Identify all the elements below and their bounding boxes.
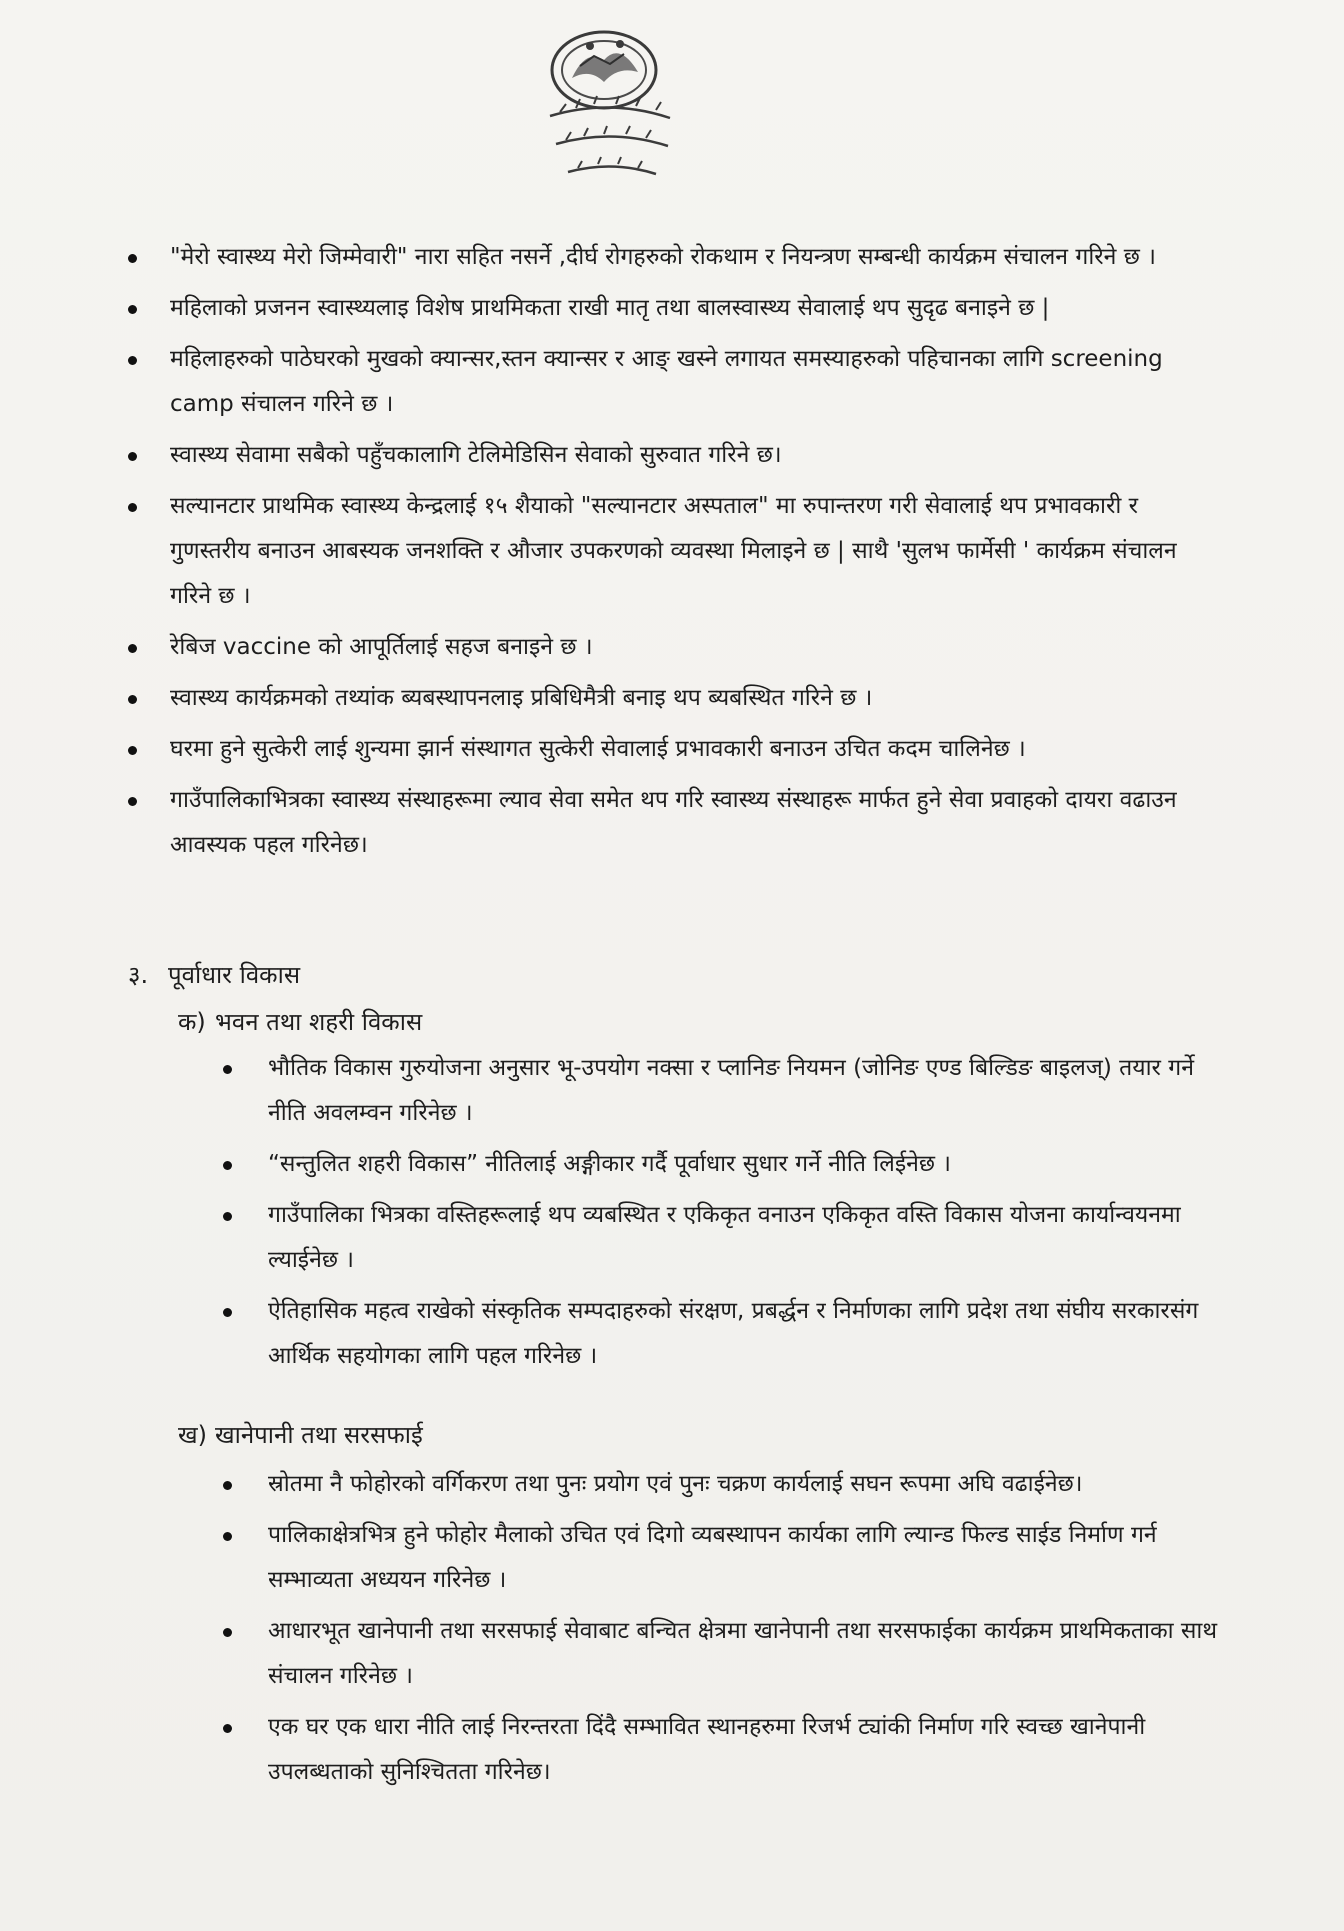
list-item: महिलाको प्रजनन स्वास्थ्यलाइ विशेष प्राथमिकता राखी मातृ तथा बालस्वास्थ्य सेवालाई थप सुदृढ बनाइने छ | [128,286,1220,331]
section-title: पूर्वाधार विकास [168,961,301,989]
subsection-heading-water [178,1420,423,1450]
health-policy-list [170,235,1220,874]
office-seal-stamp [520,20,700,210]
subsection-title: खानेपानी तथा सरसफाई [215,1421,423,1449]
list-item: स्वास्थ्य कार्यक्रमको तथ्यांक ब्यबस्थापनलाइ प्रबिधिमैत्री बनाइ थप ब्यबस्थित गरिने छ । [128,676,1220,721]
list-item: गाउँपालिकाभित्रका स्वास्थ्य संस्थाहरूमा ल्याव सेवा समेत थप गरि स्वास्थ्य संस्थाहरू मार्फत हुने सेवा प्रवाहको दायरा वढाउन आवस्यक पहल गरिनेछ। [128,778,1220,868]
building-policy-list [268,1046,1218,1385]
list-item: ऐतिहासिक महत्व राखेको संस्कृतिक सम्पदाहरुको संरक्षण, प्रबर्द्धन र निर्माणका लागि प्रदेश तथा संघीय सरकारसंग आर्थिक सहयोगका लागि पहल गरिनेछ । [268,1289,1218,1379]
list-item: पालिकाक्षेत्रभित्र हुने फोहोर मैलाको उचित एवं दिगो व्यबस्थापन कार्यका लागि ल्यान्ड फिल्ड साईड निर्माण गर्न सम्भाव्यता अध्ययन गरिनेछ । [268,1513,1218,1603]
list-item: महिलाहरुको पाठेघरको मुखको क्यान्सर,स्तन क्यान्सर र आङ् खस्ने लगायत समस्याहरुको पहिचानका लागि screening camp संचालन गरिने छ । [128,337,1220,427]
subsection-title: भवन तथा शहरी विकास [215,1008,423,1036]
water-sanitation-policy-list [268,1462,1218,1801]
list-item: "मेरो स्वास्थ्य मेरो जिम्मेवारी" नारा सहित नसर्ने ,दीर्घ रोगहरुको रोकथाम र नियन्त्रण सम्बन्धी कार्यक्रम संचालन गरिने छ । [128,235,1220,280]
subsection-heading-building [178,1007,422,1037]
seal-graphic [520,20,700,210]
list-item: भौतिक विकास गुरुयोजना अनुसार भू-उपयोग नक्सा र प्लानिङ नियमन (जोनिङ एण्ड बिल्डिङ बाइलज्) तयार गर्ने नीति अवलम्वन गरिनेछ । [268,1046,1218,1136]
section-number: ३. [128,961,149,989]
list-item: रेबिज vaccine को आपूर्तिलाई सहज बनाइने छ । [128,625,1220,670]
subsection-label: क) [178,1008,206,1036]
list-item: स्रोतमा नै फोहोरको वर्गिकरण तथा पुनः प्रयोग एवं पुनः चक्रण कार्यलाई सघन रूपमा अघि वढाईनेछ। [268,1462,1218,1507]
section-heading [128,960,300,990]
list-item: सल्यानटार प्राथमिक स्वास्थ्य केन्द्रलाई १५ शैयाको "सल्यानटार अस्पताल" मा रुपान्तरण गरी सेवालाई थप प्रभावकारी र गुणस्तरीय बनाउन आबस्यक जनशक्ति र औजार उपकरणको व्यवस्था मिलाइने छ | साथै 'सुलभ फार्मेसी ' कार्यक्रम संचालन गरिने छ । [128,484,1220,619]
subsection-label: ख) [178,1421,207,1449]
list-item: स्वास्थ्य सेवामा सबैको पहुँचकालागि टेलिमेडिसिन सेवाको सुरुवात गरिने छ। [128,433,1220,478]
list-item: घरमा हुने सुत्केरी लाई शुन्यमा झार्न संस्थागत सुत्केरी सेवालाई प्रभावकारी बनाउन उचित कदम चालिनेछ । [128,727,1220,772]
list-item: आधारभूत खानेपानी तथा सरसफाई सेवाबाट बन्चित क्षेत्रमा खानेपानी तथा सरसफाईका कार्यक्रम प्राथमिकताका साथ संचालन गरिनेछ । [268,1609,1218,1699]
list-item: एक घर एक धारा नीति लाई निरन्तरता दिंदै सम्भावित स्थानहरुमा रिजर्भ ट्यांकी निर्माण गरि स्वच्छ खानेपानी उपलब्धताको सुनिश्चितता गरिनेछ। [268,1705,1218,1795]
list-item: गाउँपालिका भित्रका वस्तिहरूलाई थप व्यबस्थित र एकिकृत वनाउन एकिकृत वस्ति विकास योजना कार्यान्वयनमा ल्याईनेछ । [268,1193,1218,1283]
list-item: “सन्तुलित शहरी विकास” नीतिलाई अङ्गीकार गर्दै पूर्वाधार सुधार गर्ने नीति लिईनेछ । [268,1142,1218,1187]
